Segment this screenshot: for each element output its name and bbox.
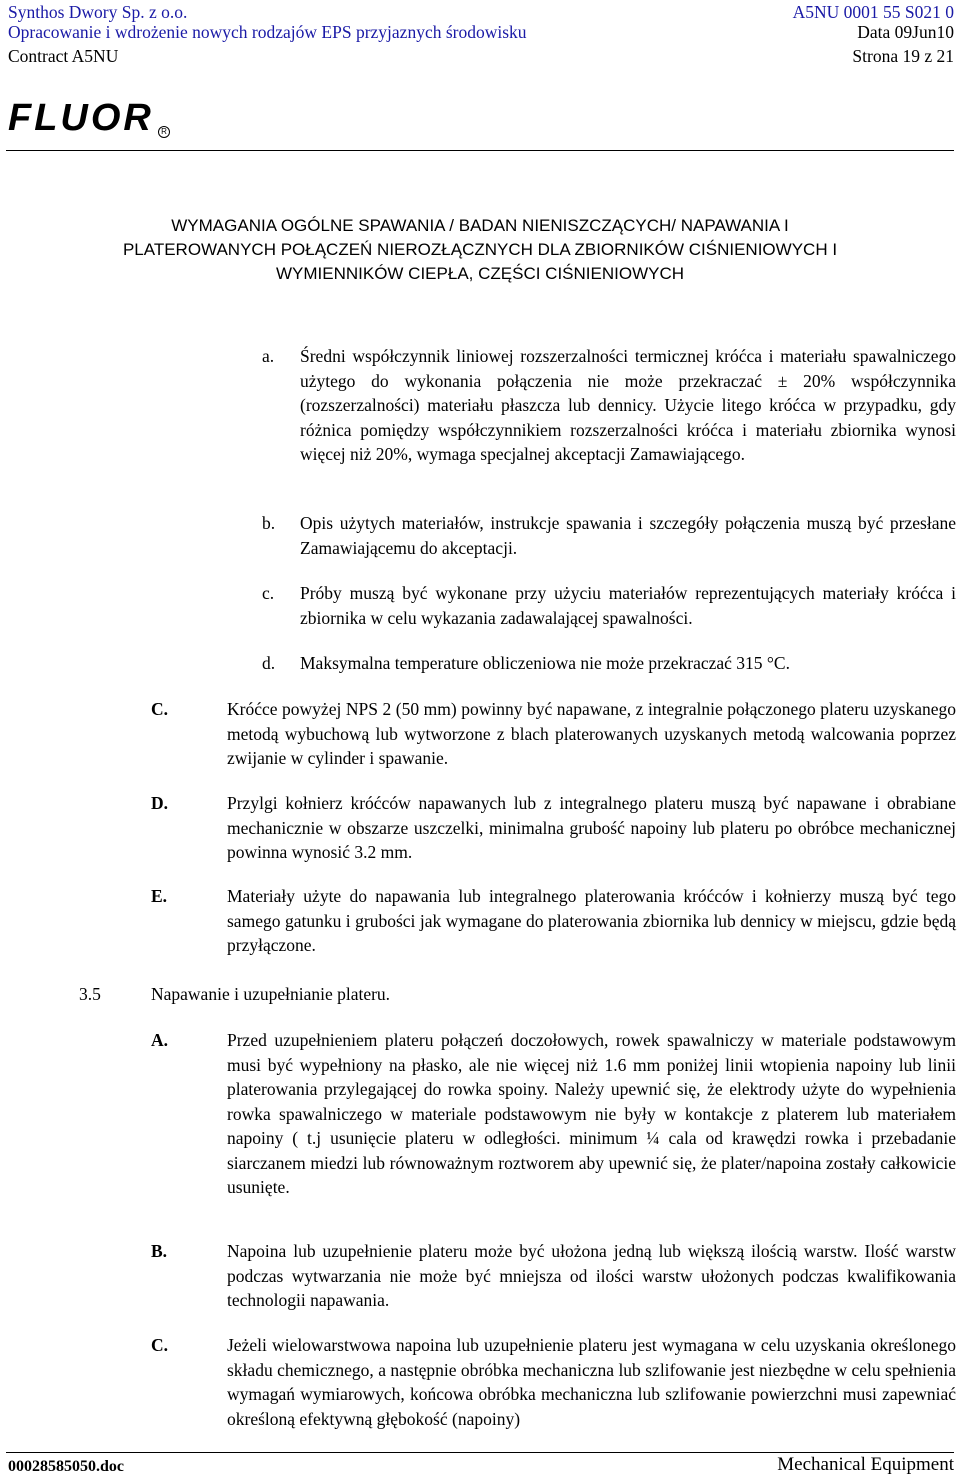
item-label: C. xyxy=(151,1335,169,1355)
fluor-logo: FLUOR xyxy=(8,97,154,139)
document-title xyxy=(0,214,960,286)
item-label: D. xyxy=(151,793,169,813)
item-label: B. xyxy=(151,1241,168,1261)
item-label: C. xyxy=(151,699,169,719)
sub-item-label: b. xyxy=(262,513,276,533)
header-divider xyxy=(6,150,954,151)
page-number: Strona 19 z 21 xyxy=(852,46,954,66)
sub-item-text: Opis użytych materiałów, instrukcje spawania i szczegóły połączenia muszą być przesłane Zamawiającemu do akceptacji. xyxy=(300,513,956,558)
title-line: WYMIENNIKÓW CIEPŁA, CZĘŚCI CIŚNIENIOWYCH xyxy=(275,264,685,283)
footer xyxy=(8,1455,954,1479)
item-text: Napoina lub uzupełnienie plateru może być ułożona jedną lub większą ilością warstw. Ilość warstw podczas wytwarzania nie może być mniejsza od ilości warstw ułożonych podczas kwalifikowania technologii napawania. xyxy=(227,1241,956,1310)
document-number: A5NU 0001 55 S021 0 xyxy=(792,2,954,22)
section-number: 3.5 xyxy=(79,984,101,1004)
header-row-2 xyxy=(8,20,954,44)
title-line: PLATEROWANYCH POŁĄCZEŃ NIEROZŁĄCZNYCH DLA ZBIORNIKÓW CIŚNIENIOWYCH I xyxy=(122,240,838,259)
project-title: Opracowanie i wdrożenie nowych rodzajów EPS przyjaznych środowisku xyxy=(8,22,527,42)
sub-item-text: Próby muszą być wykonane przy użyciu materiałów reprezentujących materiały króćca i zbiornika w celu wykazania zadawalającej spawalności. xyxy=(300,583,956,628)
item-text: Króćce powyżej NPS 2 (50 mm) powinny być napawane, z integralnie połączonego plateru uzyskanego metodą wybuchową lub wytworzone z blach platerowanych uzyskanych metodą walcowania poprzez zwijanie w cylinder i spawanie. xyxy=(227,699,956,768)
title-line: WYMAGANIA OGÓLNE SPAWANIA / BADAN NIENISZCZĄCYCH/ NAPAWANIA I xyxy=(171,216,789,235)
sub-item-label: a. xyxy=(262,346,275,366)
document-date: Data 09Jun10 xyxy=(857,22,954,42)
item-text: Materiały użyte do napawania lub integralnego platerowania króćców i kołnierzy muszą być tego samego gatunku i grubości jak wymagane do platerowania zbiornika lub dennicy w miejscu, gdzie będą przyłączone. xyxy=(227,886,956,955)
company-name: Synthos Dwory Sp. z o.o. xyxy=(8,2,188,22)
registered-mark-icon: R xyxy=(158,126,170,138)
contract-number: Contract A5NU xyxy=(8,46,119,66)
footer-file: 00028585050.doc xyxy=(8,1458,124,1475)
header-row-3 xyxy=(8,44,954,68)
footer-department: Mechanical Equipment xyxy=(777,1454,954,1475)
item-text: Przed uzupełnieniem plateru połączeń doczołowych, rowek spawalniczy w materiale podstawowym musi być wypełniony na płasko, ale nie więcej niż 1.6 mm poniżej linii wtopienia napoiny lub linii platerowania przylegającej do rowka spoiny. Należy upewnić się, że elektrody użyte do wypełnienia rowka spawalniczego w materiale podstawowym nie były w kontakcje z platerem lub materiałem napoiny ( t.j usunięcie plateru w odległości. minimum ¼ cala od krawędzi rowka i przebadanie siarczanem miedzi lub równoważnym roztworem aby upewnić się, że plater/napoina zostały całkowicie usunięte. xyxy=(227,1030,956,1197)
section-title: Napawanie i uzupełnianie plateru. xyxy=(151,984,391,1004)
sub-item-label: d. xyxy=(262,653,276,673)
sub-item-text: Maksymalna temperature obliczeniowa nie może przekraczać 315 °C. xyxy=(300,653,790,673)
sub-item-text: Średni współczynnik liniowej rozszerzalności termicznej króćca i materiału spawalniczego użytego do wykonania połączenia nie może przekraczać ± 20% współczynnika (rozszerzalności) materiału płaszcza lub dennicy. Użycie litego króćca w przypadku, gdy różnica pomiędzy współczynnikiem rozszerzalności króćca i materiału zbiornika wynosi więcej niż 20%, wymaga specjalnej akceptacji Zamawiającego. xyxy=(300,346,956,464)
item-label: E. xyxy=(151,886,168,906)
item-label: A. xyxy=(151,1030,169,1050)
item-text: Przylgi kołnierz króćców napawanych lub z integralnego plateru muszą być napawane i obrabiane mechanicznie w obszarze uszczelki, minimalna grubość napoiny lub plateru po obróbce mechanicznej powinna wynosić 3.2 mm. xyxy=(227,793,956,862)
item-text: Jeżeli wielowarstwowa napoina lub uzupełnienie plateru jest wymagana w celu uzyskania określonego składu chemicznego, a następnie obróbka mechaniczna lub szlifowanie jest niezbędne w celu spełnienia wymagań wymiarowych, końcowa obróbka mechaniczna lub szlifowanie powierzchni musi zapewniać określoną efektywną głębokość (napoiny) xyxy=(227,1335,956,1429)
sub-item-label: c. xyxy=(262,583,275,603)
